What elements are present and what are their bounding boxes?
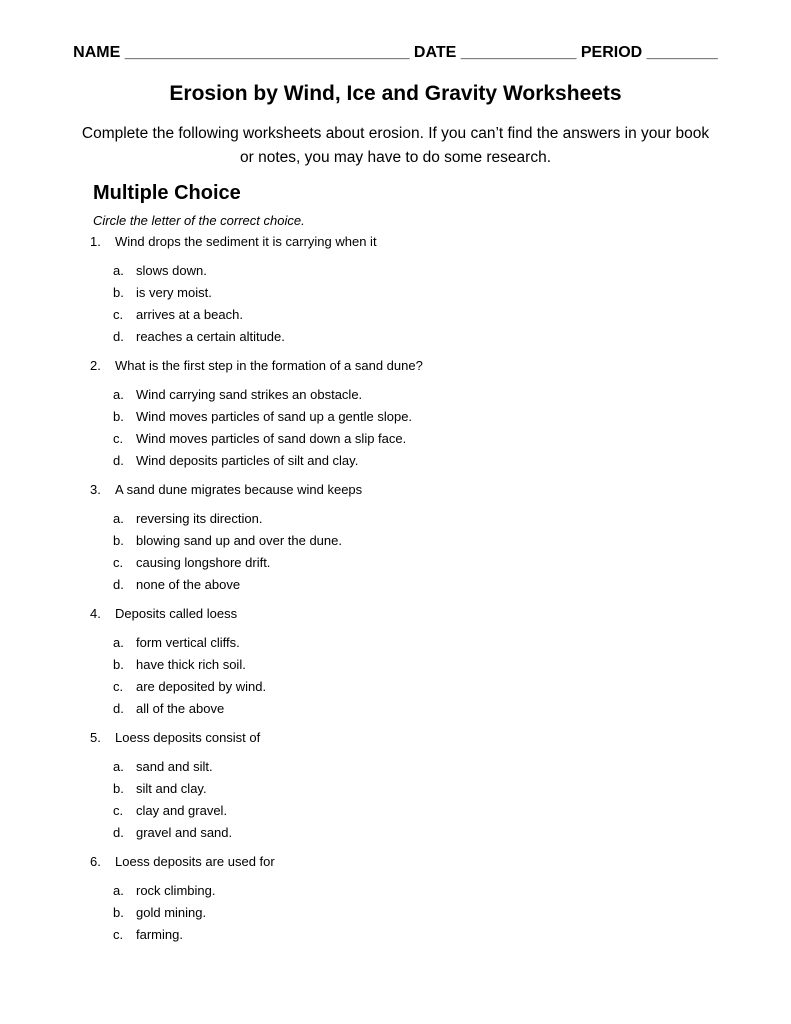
choice-letter: a. [113, 883, 124, 898]
choice-text: Wind deposits particles of silt and clay. [136, 453, 359, 468]
answer-choice [0, 329, 791, 349]
choice-letter: a. [113, 263, 124, 278]
choice-letter: b. [113, 409, 124, 424]
question-text: Loess deposits are used for [115, 854, 275, 869]
choice-text: rock climbing. [136, 883, 216, 898]
intro-paragraph: Complete the following worksheets about erosion. If you can’t find the answers in your book or notes, you may have to do some research. [81, 125, 710, 166]
choice-text: Wind moves particles of sand up a gentle slope. [136, 409, 413, 424]
choice-letter: c. [113, 927, 124, 942]
answer-choice [0, 577, 791, 597]
answer-choice [0, 883, 791, 903]
question-text: A sand dune migrates because wind keeps [115, 482, 363, 497]
answer-choice [0, 387, 791, 407]
question-number: 1. [90, 234, 101, 249]
choice-letter: a. [113, 635, 124, 650]
answer-choice [0, 781, 791, 801]
choice-text: gold mining. [136, 905, 207, 920]
section-heading: Multiple Choice [93, 182, 241, 204]
choice-letter: d. [113, 453, 124, 468]
choice-text: all of the above [136, 701, 225, 716]
choice-text: sand and silt. [136, 759, 213, 774]
answer-choice [0, 759, 791, 779]
page-title: Erosion by Wind, Ice and Gravity Worksheets [169, 82, 622, 105]
choice-letter: d. [113, 825, 124, 840]
choice-letter: b. [113, 905, 124, 920]
question-number: 6. [90, 854, 101, 869]
choice-letter: b. [113, 657, 124, 672]
answer-choice [0, 679, 791, 699]
choice-letter: d. [113, 329, 124, 344]
question-number: 4. [90, 606, 101, 621]
choice-letter: c. [113, 307, 124, 322]
question-text: What is the first step in the formation of a sand dune? [115, 358, 423, 373]
choice-letter: c. [113, 555, 124, 570]
choice-letter: a. [113, 511, 124, 526]
answer-choice [0, 927, 791, 947]
choice-text: are deposited by wind. [136, 679, 267, 694]
choice-text: form vertical cliffs. [136, 635, 240, 650]
choice-text: causing longshore drift. [136, 555, 271, 570]
answer-choice [0, 453, 791, 473]
choice-letter: d. [113, 701, 124, 716]
choice-letter: b. [113, 285, 124, 300]
choice-text: silt and clay. [136, 781, 207, 796]
choice-text: gravel and sand. [136, 825, 233, 840]
choice-letter: b. [113, 781, 124, 796]
choice-text: clay and gravel. [136, 803, 228, 818]
choice-text: arrives at a beach. [136, 307, 243, 322]
answer-choice [0, 555, 791, 575]
answer-choice [0, 431, 791, 451]
question-text: Loess deposits consist of [115, 730, 261, 745]
choice-text: reaches a certain altitude. [136, 329, 285, 344]
choice-text: have thick rich soil. [136, 657, 246, 672]
answer-choice [0, 511, 791, 531]
section-instruction: Circle the letter of the correct choice. [93, 213, 305, 228]
question-text: Wind drops the sediment it is carrying when it [115, 234, 377, 249]
choice-letter: a. [113, 387, 124, 402]
question-text: Deposits called loess [115, 606, 238, 621]
answer-choice [0, 701, 791, 721]
choice-text: farming. [136, 927, 183, 942]
choice-letter: a. [113, 759, 124, 774]
choice-text: Wind moves particles of sand down a slip face. [136, 431, 407, 446]
answer-choice [0, 635, 791, 655]
choice-text: Wind carrying sand strikes an obstacle. [136, 387, 363, 402]
question-number: 2. [90, 358, 101, 373]
question-number: 3. [90, 482, 101, 497]
answer-choice [0, 533, 791, 553]
choice-letter: c. [113, 431, 124, 446]
answer-choice [0, 307, 791, 327]
choice-text: reversing its direction. [136, 511, 263, 526]
question-number: 5. [90, 730, 101, 745]
answer-choice [0, 905, 791, 925]
answer-choice [0, 409, 791, 429]
choice-text: slows down. [136, 263, 207, 278]
choice-letter: c. [113, 679, 124, 694]
choice-text: is very moist. [136, 285, 212, 300]
answer-choice [0, 803, 791, 823]
answer-choice [0, 263, 791, 283]
choice-letter: d. [113, 577, 124, 592]
choice-text: blowing sand up and over the dune. [136, 533, 342, 548]
answer-choice [0, 657, 791, 677]
choice-letter: b. [113, 533, 124, 548]
name-date-period-line: NAME ________________________________ DATE _____________ PERIOD ________ [73, 44, 718, 61]
choice-text: none of the above [136, 577, 241, 592]
choice-letter: c. [113, 803, 124, 818]
answer-choice [0, 825, 791, 845]
answer-choice [0, 285, 791, 305]
